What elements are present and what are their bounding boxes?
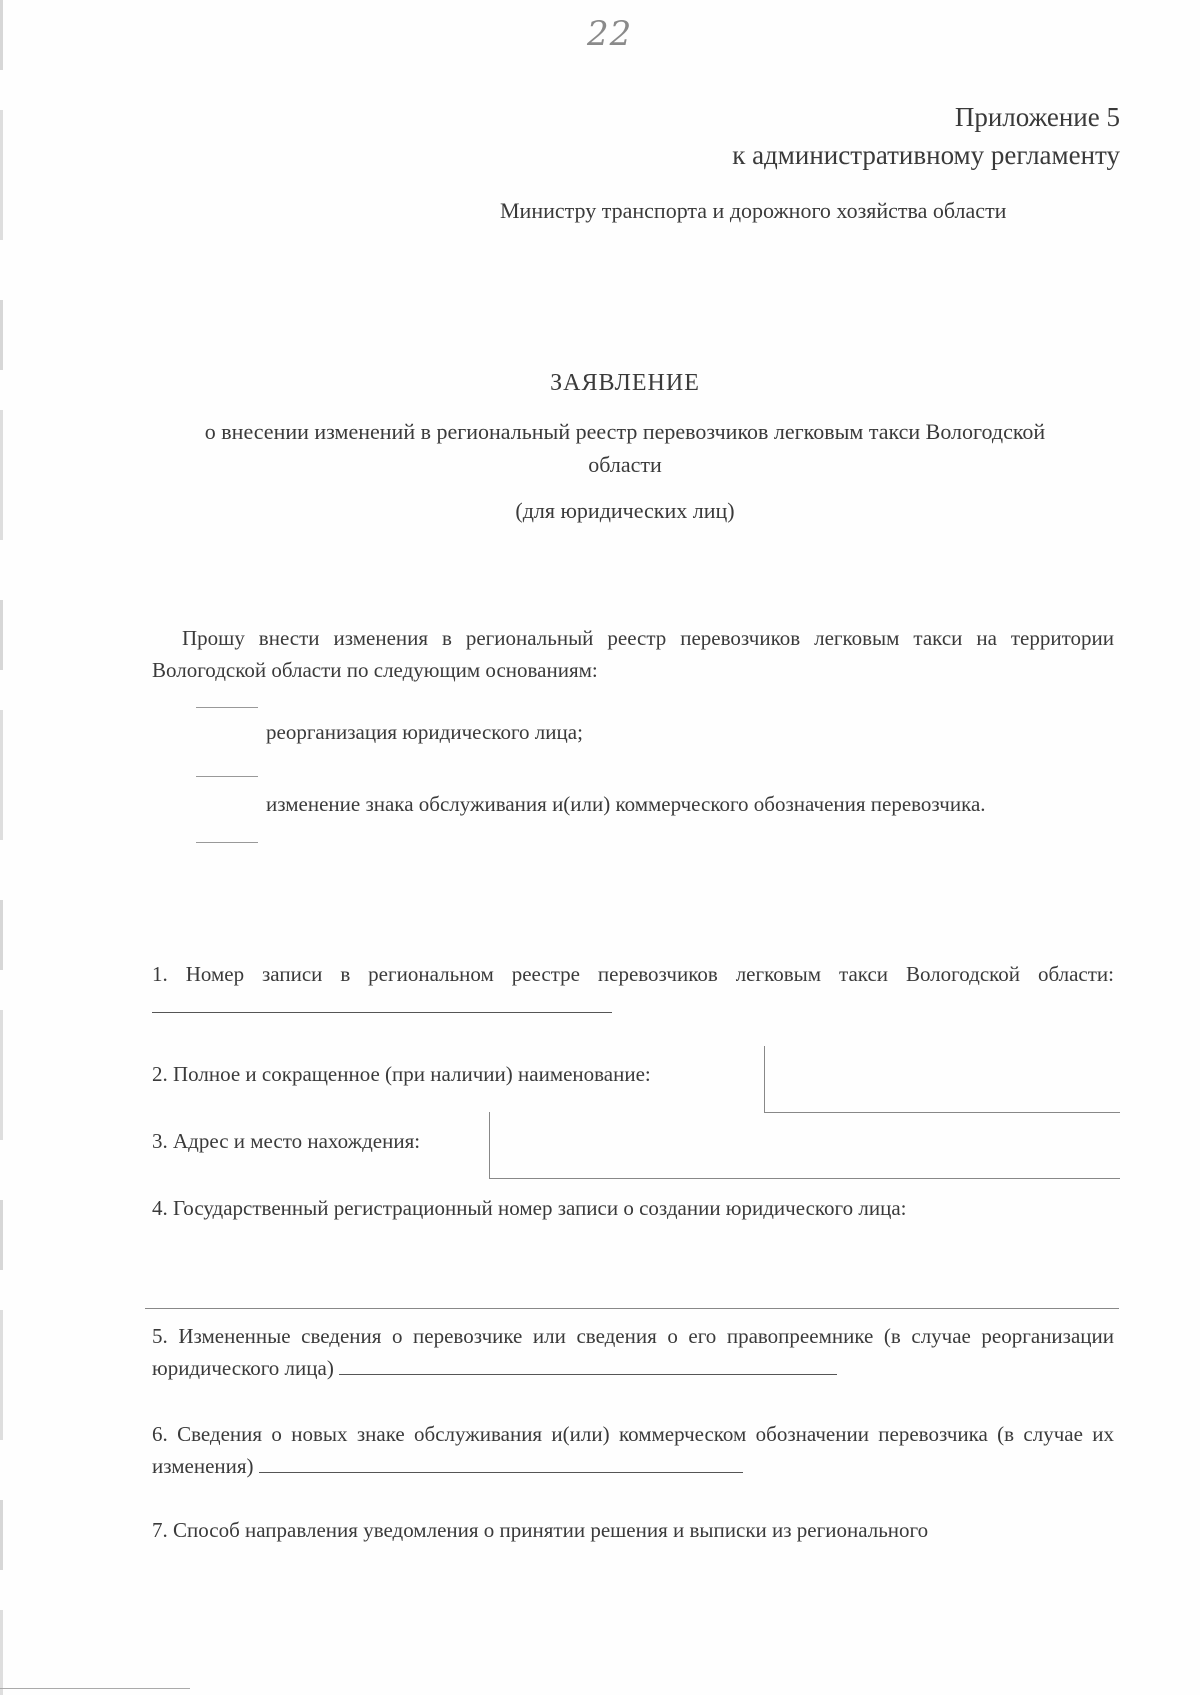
document-title: ЗАЯВЛЕНИЕ xyxy=(550,370,700,396)
applicant-type: (для юридических лиц) xyxy=(515,498,735,523)
field-3-box[interactable] xyxy=(489,1112,1120,1179)
document-subtitle xyxy=(140,415,1110,481)
field-6-new-trademark xyxy=(152,1418,1114,1482)
subtitle-line-2: области xyxy=(588,452,662,477)
field-2-box[interactable] xyxy=(764,1046,1120,1113)
field-6-label: 6. Сведения о новых знаке обслуживания и(или) коммерческом обозначении перевозчика (в случае их изменения) xyxy=(152,1422,1114,1478)
field-1-blank[interactable] xyxy=(152,1011,612,1013)
reason-trademark-change: изменение знака обслуживания и(или) коммерческого обозначения перевозчика. xyxy=(266,792,986,816)
field-3-label: 3. Адрес и место нахождения: xyxy=(152,1129,421,1153)
appendix-line-2: к административному регламенту xyxy=(732,140,1120,170)
checkbox-line xyxy=(196,707,258,708)
field-2-label: 2. Полное и сокращенное (при наличии) наименование: xyxy=(152,1062,651,1086)
appendix-header xyxy=(732,98,1120,174)
page-number: 22 xyxy=(587,14,633,54)
field-5-blank[interactable] xyxy=(339,1373,837,1375)
scan-edge xyxy=(0,0,3,1695)
footer-rule xyxy=(0,1688,190,1689)
checkbox-line xyxy=(196,776,258,777)
subtitle-line-1: о внесении изменений в региональный реестр перевозчиков легковым такси Вологодской xyxy=(204,419,1046,444)
addressee: Министру транспорта и дорожного хозяйства области xyxy=(500,198,1007,223)
field-4-label: 4. Государственный регистрационный номер записи о создании юридического лица: xyxy=(152,1196,907,1220)
field-1-registry-number xyxy=(152,958,1114,1022)
field-6-blank[interactable] xyxy=(259,1471,743,1473)
field-5-label: 5. Измененные сведения о перевозчике или сведения о его правопреемнике (в случае реорганизации юридического лица) xyxy=(152,1324,1114,1380)
title-block xyxy=(140,370,1110,524)
field-7-notification-method: 7. Способ направления уведомления о принятии решения и выписки из регионального xyxy=(152,1518,929,1542)
appendix-line-1: Приложение 5 xyxy=(954,102,1120,132)
intro-paragraph: Прошу внести изменения в региональный реестр перевозчиков легковым такси на территории Вологодской области по следующим основаниям: xyxy=(152,626,1114,682)
field-1-label: 1. Номер записи в региональном реестре перевозчиков легковым такси Вологодской области: xyxy=(152,962,1114,986)
field-4-blank[interactable] xyxy=(145,1308,1119,1309)
reason-reorganization: реорганизация юридического лица; xyxy=(266,720,583,744)
checkbox-line xyxy=(196,842,258,843)
field-5-changed-info xyxy=(152,1320,1114,1384)
